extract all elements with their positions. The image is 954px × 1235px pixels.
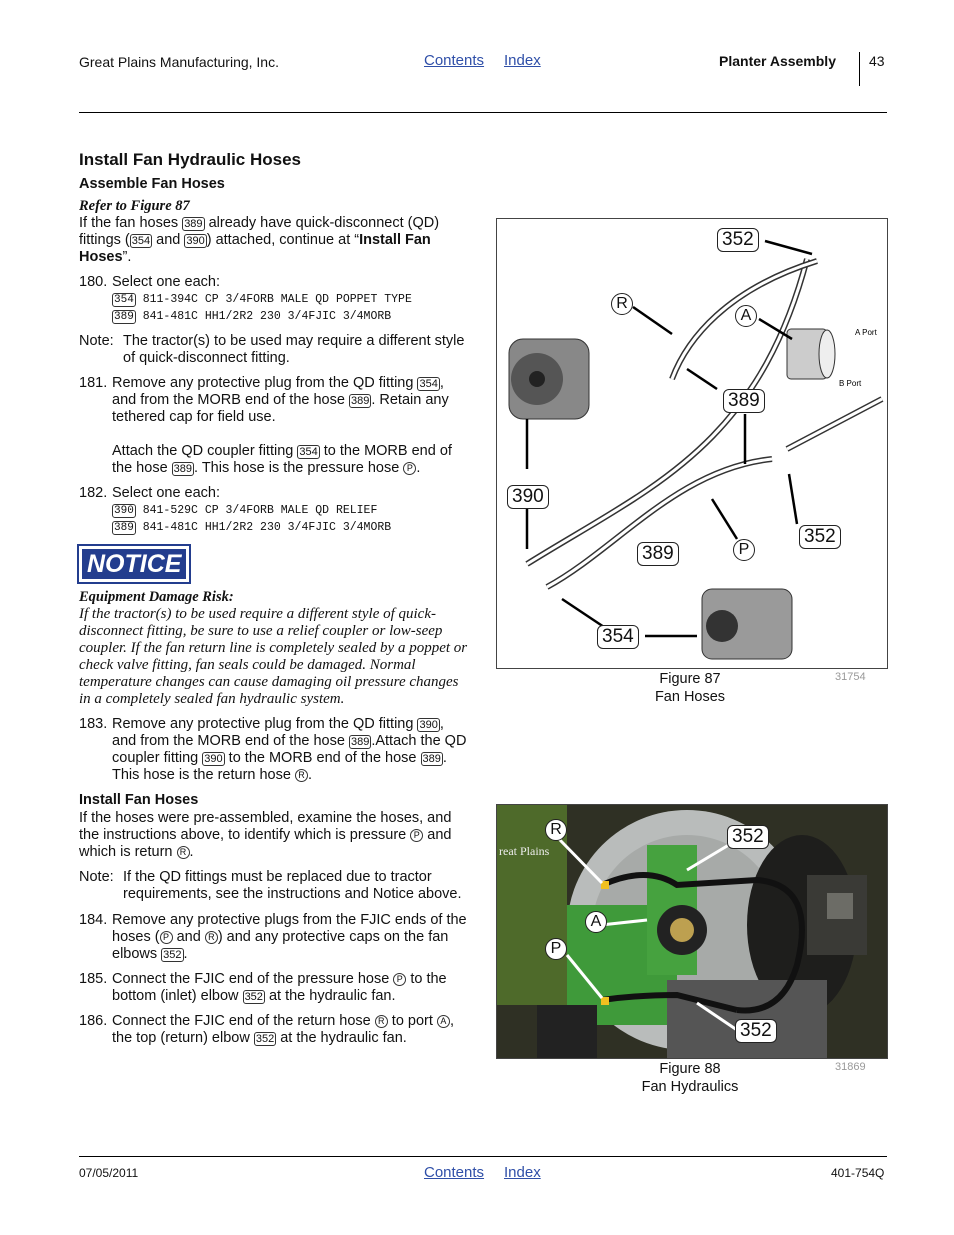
figure-88-id: 31869 xyxy=(835,1061,866,1073)
ref-354: 354 xyxy=(131,235,151,247)
figure-87 xyxy=(496,218,888,669)
photo-callout-352-top: 352 xyxy=(727,825,769,849)
callout-352-top: 352 xyxy=(717,228,759,252)
section-title: Install Fan Hydraulic Hoses xyxy=(79,150,302,169)
refer-figure: Refer to Figure 87 xyxy=(79,198,190,214)
step-182: 182. Select one each: 390 841-529C CP 3/4FORB MALE QD RELIEF 389 841-481C HH1/2R2 230 3/4FJIC 3/4MORB xyxy=(79,485,392,534)
notice-label: NOTICE xyxy=(79,546,189,582)
callout-r: R xyxy=(611,293,633,315)
step-185: 185. Connect the FJIC end of the pressure hose P to the bottom (inlet) elbow 352 at the hydraulic fan. xyxy=(79,971,447,1004)
ref-389: 389 xyxy=(184,218,203,230)
step-184: 184. Remove any protective plugs from the FJIC ends of the hoses ( P and R ) and any protective caps on the fan elbows 352 . xyxy=(79,912,467,962)
footer-doc-number: 401-754Q xyxy=(831,1166,885,1180)
photo-callout-a: A xyxy=(585,911,607,933)
photo-background-lettering: reat Plains xyxy=(499,844,550,858)
port-b-label: B Port xyxy=(839,379,862,388)
callout-389-left: 389 xyxy=(637,542,679,566)
notice-title: Equipment Damage Risk: xyxy=(79,589,234,605)
install-intro: If the hoses were pre-assembled, examine the hoses, and the instructions above, to identify which is pressure P and which is return R . xyxy=(79,810,452,860)
notice-text: If the tractor(s) to be used require a different style of quick-disconnect fitting, be sure to use a relief coupler or low-seep coupler. If the fan return line is completely sealed by a poppet or check valve fitting, fan seals could be damaged. Normal temperature changes can cause damaging oil pressure changes in a completely sealed fan hydraulic system. xyxy=(79,606,468,707)
photo-callout-352-bottom: 352 xyxy=(735,1019,777,1043)
callout-352-bottom: 352 xyxy=(799,525,841,549)
callout-p: P xyxy=(733,539,755,561)
figure-88 xyxy=(496,804,888,1059)
section-name: Planter Assembly xyxy=(719,53,836,69)
callout-389-right: 389 xyxy=(723,389,765,413)
fan-hoses-illustration xyxy=(497,219,887,668)
callout-a: A xyxy=(735,305,757,327)
footer-date: 07/05/2011 xyxy=(79,1166,139,1180)
left-column xyxy=(79,150,469,1047)
callout-390: 390 xyxy=(507,485,549,509)
photo-callout-p: P xyxy=(545,938,567,960)
subsection-assemble: Assemble Fan Hoses xyxy=(79,176,225,192)
callout-354: 354 xyxy=(597,625,639,649)
ref-390: 390 xyxy=(186,235,205,247)
header-rule xyxy=(79,112,887,113)
intro-paragraph: If the fan hoses 389 already have quick-disconnect (QD) fittings ( 354 and 390 ) attached, continue at “Install Fan Hoses”. xyxy=(79,215,440,265)
footer-contents-link[interactable]: Contents xyxy=(424,1164,485,1181)
photo-callout-r: R xyxy=(545,819,567,841)
note-1: Note: The tractor(s) to be used may require a different style of quick-disconnect fitting. xyxy=(79,333,465,366)
fan-hydraulics-photo xyxy=(497,805,887,1058)
figure-87-id: 31754 xyxy=(835,671,866,683)
figure-88-caption: Figure 88 Fan Hydraulics xyxy=(641,1061,739,1095)
index-link[interactable]: Index xyxy=(504,52,541,69)
page-number: 43 xyxy=(869,53,885,69)
notice-block xyxy=(79,550,469,708)
step-180: 180. Select one each: 354 811-394C CP 3/4FORB MALE QD POPPET TYPE 389 841-481C HH1/2R2 230 3/4FJIC 3/4MORB xyxy=(79,274,412,323)
contents-link[interactable]: Contents xyxy=(424,52,485,69)
port-a-label: A Port xyxy=(855,328,877,337)
subsection-install: Install Fan Hoses xyxy=(79,792,199,808)
company-name: Great Plains Manufacturing, Inc. xyxy=(79,54,279,70)
step-181: 181. Remove any protective plug from the QD fitting 354 , and from the MORB end of the hose 389 . Retain any tethered cap for field use. Attach the QD coupler fitting 354 to the MORB end of the hose 389 . This hose is the pressure hose P . xyxy=(79,375,452,476)
note-2: Note: If the QD fittings must be replaced due to tractor requirements, see the instructions and Notice above. xyxy=(79,869,462,902)
footer-index-link[interactable]: Index xyxy=(504,1164,541,1181)
figure-87-caption: Figure 87 Fan Hoses xyxy=(654,671,726,705)
step-183: 183. Remove any protective plug from the QD fitting 390 , and from the MORB end of the hose 389 .Attach the QD coupler fitting 390 to the MORB end of the hose 389 . This hose is the return hose R . xyxy=(79,716,467,783)
header-divider xyxy=(859,52,860,86)
step-186: 186. Connect the FJIC end of the return hose R to port A , the top (return) elbow 352 at the hydraulic fan. xyxy=(79,1013,454,1046)
footer-rule xyxy=(79,1156,887,1157)
